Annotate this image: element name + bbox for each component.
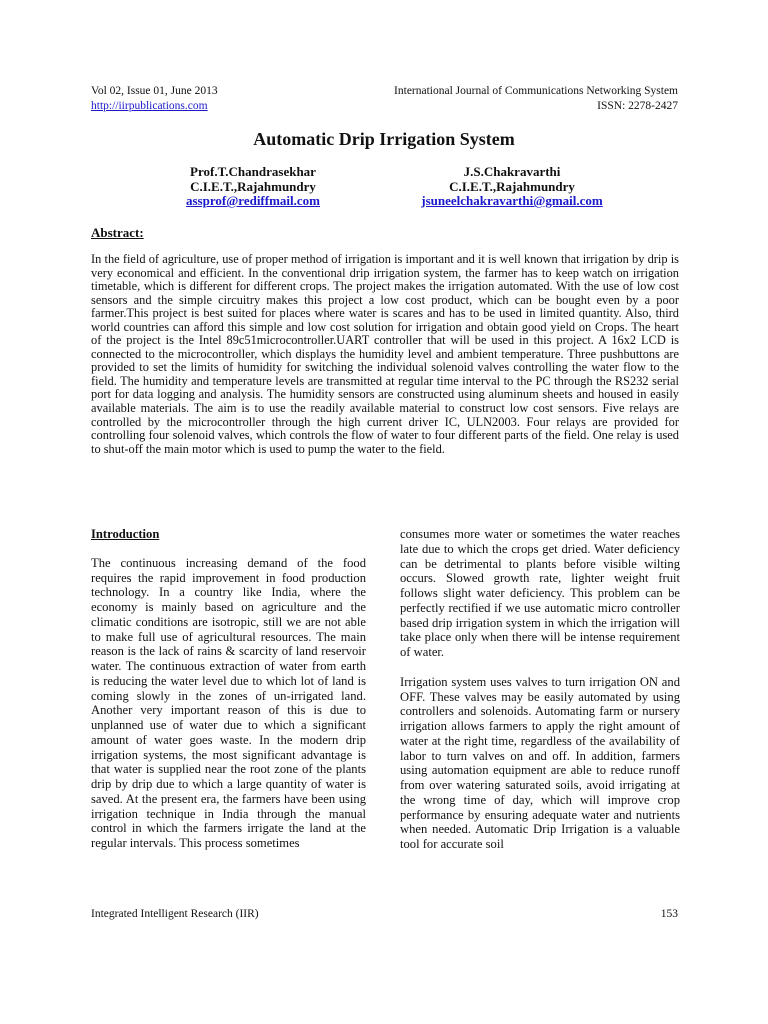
paper-title: Automatic Drip Irrigation System [253, 129, 515, 149]
author-affiliation: C.I.E.T.,Rajahmundry [190, 178, 316, 194]
issn: ISSN: 2278-2427 [597, 99, 678, 112]
journal-name: International Journal of Communications Networking System [394, 85, 678, 97]
page-number: 153 [660, 908, 678, 920]
body-paragraph: Irrigation system uses valves to turn irrigation ON and OFF. These valves may be easily automated by using controllers and solenoids. Automating farm or nursery irrigation allows farmers to apply the right amount of water at the right time, regardless of the availability of labor to turn valves on and off. In addition, farmers using automation equipment are able to reduce runoff from over watering saturated soils, avoid irrigating at the wrong time of day, which will improve crop performance by ensuring adequate water and nutrients when needed. Automatic Drip Irrigation is a valuable tool for accurate soil [400, 674, 680, 851]
introduction-paragraph: The continuous increasing demand of the food requires the rapid improvement in food production technology. In a country like India, where the economy is mainly based on agriculture and the climatic conditions are isotropic, still we are not able to make full use of agricultural resources. The main reason is the lack of rains & scarcity of land reservoir water. The continuous extraction of water from earth is reducing the water level due to which lot of land is coming slowly in the zones of un-irrigated land. Another very important reason of this is due to unplanned use of water due to which a significant amount of water goes waste. In the modern drip irrigation systems, the most significant advantage is that water is supplied near the root zone of the plants drip by drip due to which a large quantity of water is saved. At the present era, the farmers have been using irrigation technique in India through the manual control in which the farmers irrigate the land at the regular intervals. This process sometimes [91, 555, 366, 850]
abstract-text: In the field of agriculture, use of proper method of irrigation is important and it is well known that irrigation by drip is very economical and efficient. In the conventional drip irrigation system, the farmer has to keep watch on irrigation timetable, which is different for different crops. The project makes the irrigation automated. With the use of low cost sensors and the simple circuitry makes this project a low cost product, which can be bought even by a poor farmer.This project is best suited for places where water is scares and has to be used in limited quantity. Also, third world countries can afford this simple and low cost solution for irrigation and obtain good yield on Crops. The heart of the project is the Intel 89c51microcontroller.UART controller that will be used in this project. A 16x2 LCD is connected to the microcontroller, which displays the humidity level and ambient temperature. Three pushbuttons are provided to set the limits of humidity for switching the individual solenoid valves controlling the water flow to the field. The humidity and temperature levels are transmitted at regular time interval to the PC through the RS232 serial port for data logging and analysis. The humidity sensors are constructed using aluminum sheets and housed in easily available materials. The aim is to use the readily available material to construct low cost sensors. Five relays are controlled by the microcontroller through the high current driver IC, ULN2003. Four relays are provided for controlling four solenoid valves, which controls the flow of water to four different parts of the field. One relay is used to shut-off the main motor which is used to pump the water to the field. [91, 252, 679, 456]
journal-volume: Vol 02, Issue 01, June 2013 [91, 85, 218, 97]
header-left [91, 84, 218, 113]
publisher-link[interactable]: http://iirpublications.com [91, 99, 208, 112]
page-footer [91, 907, 678, 921]
header-right [394, 84, 678, 113]
footer-publisher: Integrated Intelligent Research (IIR) [91, 908, 259, 920]
author-name: Prof.T.Chandrasekhar [190, 164, 316, 179]
left-column [91, 527, 366, 851]
author-affiliation: C.I.E.T.,Rajahmundry [449, 178, 575, 194]
body-paragraph: consumes more water or sometimes the water reaches late due to which the crops get dried. Water deficiency can be detrimental to plants before visible wilting occurs. Slowed growth rate, lighter weight fruit follows slight water deficiency. This problem can be perfectly rectified if we use automatic micro controller based drip irrigation system in which the irrigation will take place only when there will be intense requirement of water. [400, 527, 680, 659]
author-block [123, 165, 383, 209]
author-block [382, 165, 642, 209]
author-name: J.S.Chakravarthi [463, 164, 561, 179]
author-email[interactable]: jsuneelchakravarthi@gmail.com [421, 193, 603, 208]
abstract-heading: Abstract: [91, 225, 144, 240]
right-column [400, 527, 680, 852]
author-email[interactable]: assprof@rediffmail.com [185, 193, 320, 208]
introduction-heading: Introduction [91, 527, 160, 541]
